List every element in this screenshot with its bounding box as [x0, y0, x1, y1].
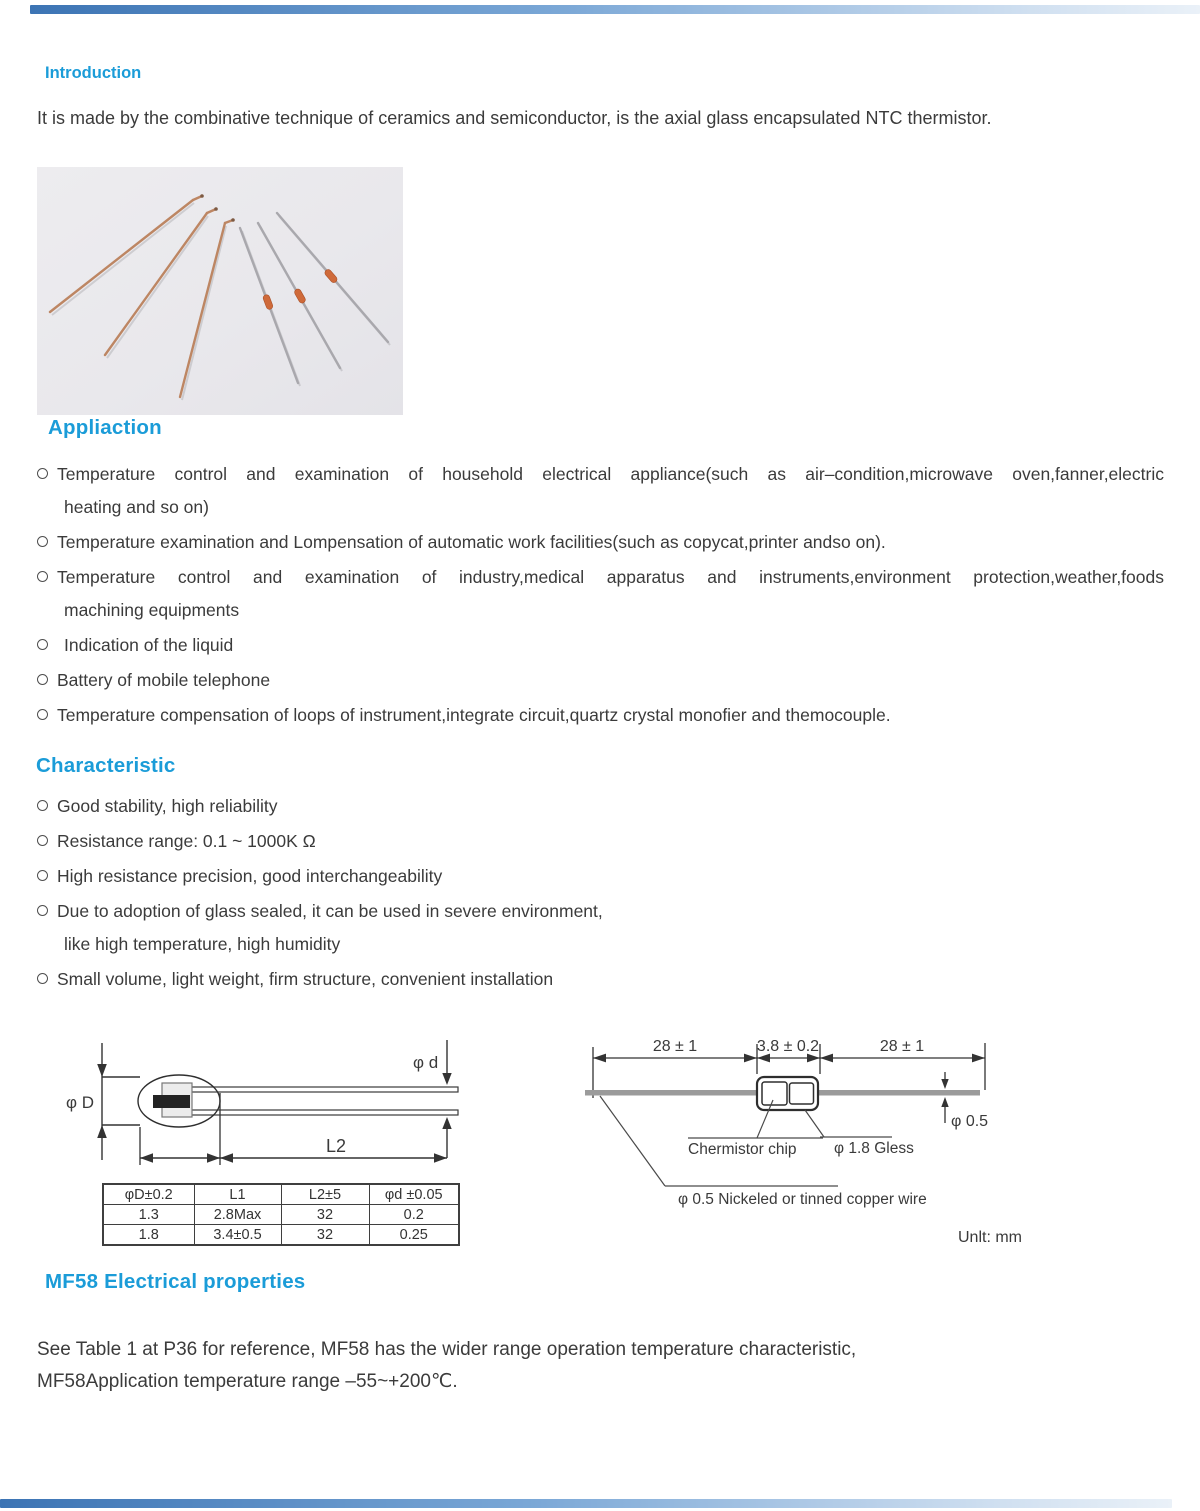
list-item — [37, 963, 1164, 996]
list-line: Temperature examination and Lompensation of automatic work facilities(such as copycat,printer andso on). — [57, 532, 886, 552]
introduction-paragraph: It is made by the combinative technique of ceramics and semiconductor, is the axial glass encapsulated NTC thermistor. — [37, 108, 992, 128]
phi-d-label: φ d — [413, 1053, 439, 1072]
table-cell: φD±0.2 — [103, 1184, 194, 1205]
circle-bullet-icon — [37, 905, 48, 916]
list-item — [37, 825, 1164, 858]
product-photo — [37, 167, 403, 415]
list-line: Temperature control and examination of household electrical appliance(such as air–condition,microwave oven,fanner,electric — [57, 464, 1164, 484]
table-cell: L2±5 — [281, 1184, 369, 1205]
list-line: Good stability, high reliability — [57, 796, 278, 816]
list-line: heating and so on) — [64, 497, 209, 517]
circle-bullet-icon — [37, 870, 48, 881]
table-cell: 0.2 — [369, 1205, 459, 1225]
chip-band — [153, 1095, 190, 1108]
table-cell: φd ±0.05 — [369, 1184, 459, 1205]
bottom-accent-bar — [0, 1499, 1172, 1508]
table-cell: 32 — [281, 1225, 369, 1246]
table-row — [103, 1184, 459, 1205]
unit-label: Unlt: mm — [958, 1229, 1022, 1246]
list-item — [37, 699, 1164, 732]
list-line: machining equipments — [64, 600, 240, 620]
electrical-heading: MF58 Electrical properties — [45, 1270, 306, 1293]
list-line: Resistance range: 0.1 ~ 1000K Ω — [57, 831, 316, 851]
table-cell: 32 — [281, 1205, 369, 1225]
circle-bullet-icon — [37, 571, 48, 582]
table-row — [103, 1225, 459, 1246]
table-cell: 1.3 — [103, 1205, 194, 1225]
list-line: Indication of the liquid — [64, 635, 234, 655]
table-row — [103, 1205, 459, 1225]
application-list — [37, 458, 1164, 734]
circle-bullet-icon — [37, 973, 48, 984]
characteristic-list — [37, 790, 1164, 998]
list-line: High resistance precision, good interchangeability — [57, 866, 443, 886]
circle-bullet-icon — [37, 639, 48, 650]
list-item — [37, 629, 1164, 662]
list-line: Battery of mobile telephone — [57, 670, 271, 690]
electrical-line1: See Table 1 at P36 for reference, MF58 has the wider range operation temperature characteristic, — [37, 1339, 857, 1360]
list-line: Temperature control and examination of industry,medical apparatus and instruments,environment protection,weather,foods — [57, 567, 1164, 587]
list-line: Small volume, light weight, firm structure, convenient installation — [57, 969, 554, 989]
circle-bullet-icon — [37, 835, 48, 846]
circle-bullet-icon — [37, 536, 48, 547]
photo-background — [37, 167, 403, 415]
electrical-line2: MF58Application temperature range –55~+200℃. — [37, 1371, 458, 1392]
outline-drawing — [30, 1035, 470, 1185]
list-item — [37, 526, 1164, 559]
table-cell: 3.4±0.5 — [194, 1225, 281, 1246]
list-item — [37, 561, 1164, 627]
circle-bullet-icon — [37, 468, 48, 479]
dim-mid-label: 3.8 ± 0.2 — [756, 1038, 820, 1055]
phi-D-label: φ D — [66, 1093, 95, 1112]
phi05-label: φ 0.5 — [951, 1113, 989, 1130]
axial-drawing — [560, 1030, 1040, 1250]
circle-bullet-icon — [37, 674, 48, 685]
circle-bullet-icon — [37, 709, 48, 720]
list-line: Due to adoption of glass sealed, it can be used in severe environment, — [57, 901, 603, 921]
list-item — [37, 860, 1164, 893]
list-item — [37, 458, 1164, 524]
wire-label: φ 0.5 Nickeled or tinned copper wire — [678, 1191, 927, 1208]
dimension-table — [102, 1183, 460, 1246]
list-item — [37, 790, 1164, 823]
list-line: Temperature compensation of loops of instrument,integrate circuit,quartz crystal monofier and themocouple. — [57, 705, 891, 725]
table-cell: L1 — [194, 1184, 281, 1205]
top-accent-bar — [30, 5, 1200, 14]
chip-right — [790, 1083, 814, 1104]
electrical-paragraph — [37, 1334, 856, 1398]
table-cell: 1.8 — [103, 1225, 194, 1246]
table-cell: 0.25 — [369, 1225, 459, 1246]
glass-label: φ 1.8 Gless — [834, 1140, 914, 1157]
l2-label: L2 — [326, 1136, 347, 1156]
list-item — [37, 895, 1164, 961]
application-heading: Appliaction — [48, 416, 162, 439]
circle-bullet-icon — [37, 800, 48, 811]
dim-left-label: 28 ± 1 — [652, 1038, 698, 1055]
characteristic-heading: Characteristic — [36, 754, 176, 777]
table-cell: 2.8Max — [194, 1205, 281, 1225]
introduction-heading: Introduction — [45, 64, 142, 82]
chip-label: Chermistor chip — [688, 1141, 797, 1158]
chip-left — [762, 1082, 787, 1105]
list-line: like high temperature, high humidity — [64, 934, 341, 954]
dim-right-label: 28 ± 1 — [879, 1038, 925, 1055]
list-item — [37, 664, 1164, 697]
